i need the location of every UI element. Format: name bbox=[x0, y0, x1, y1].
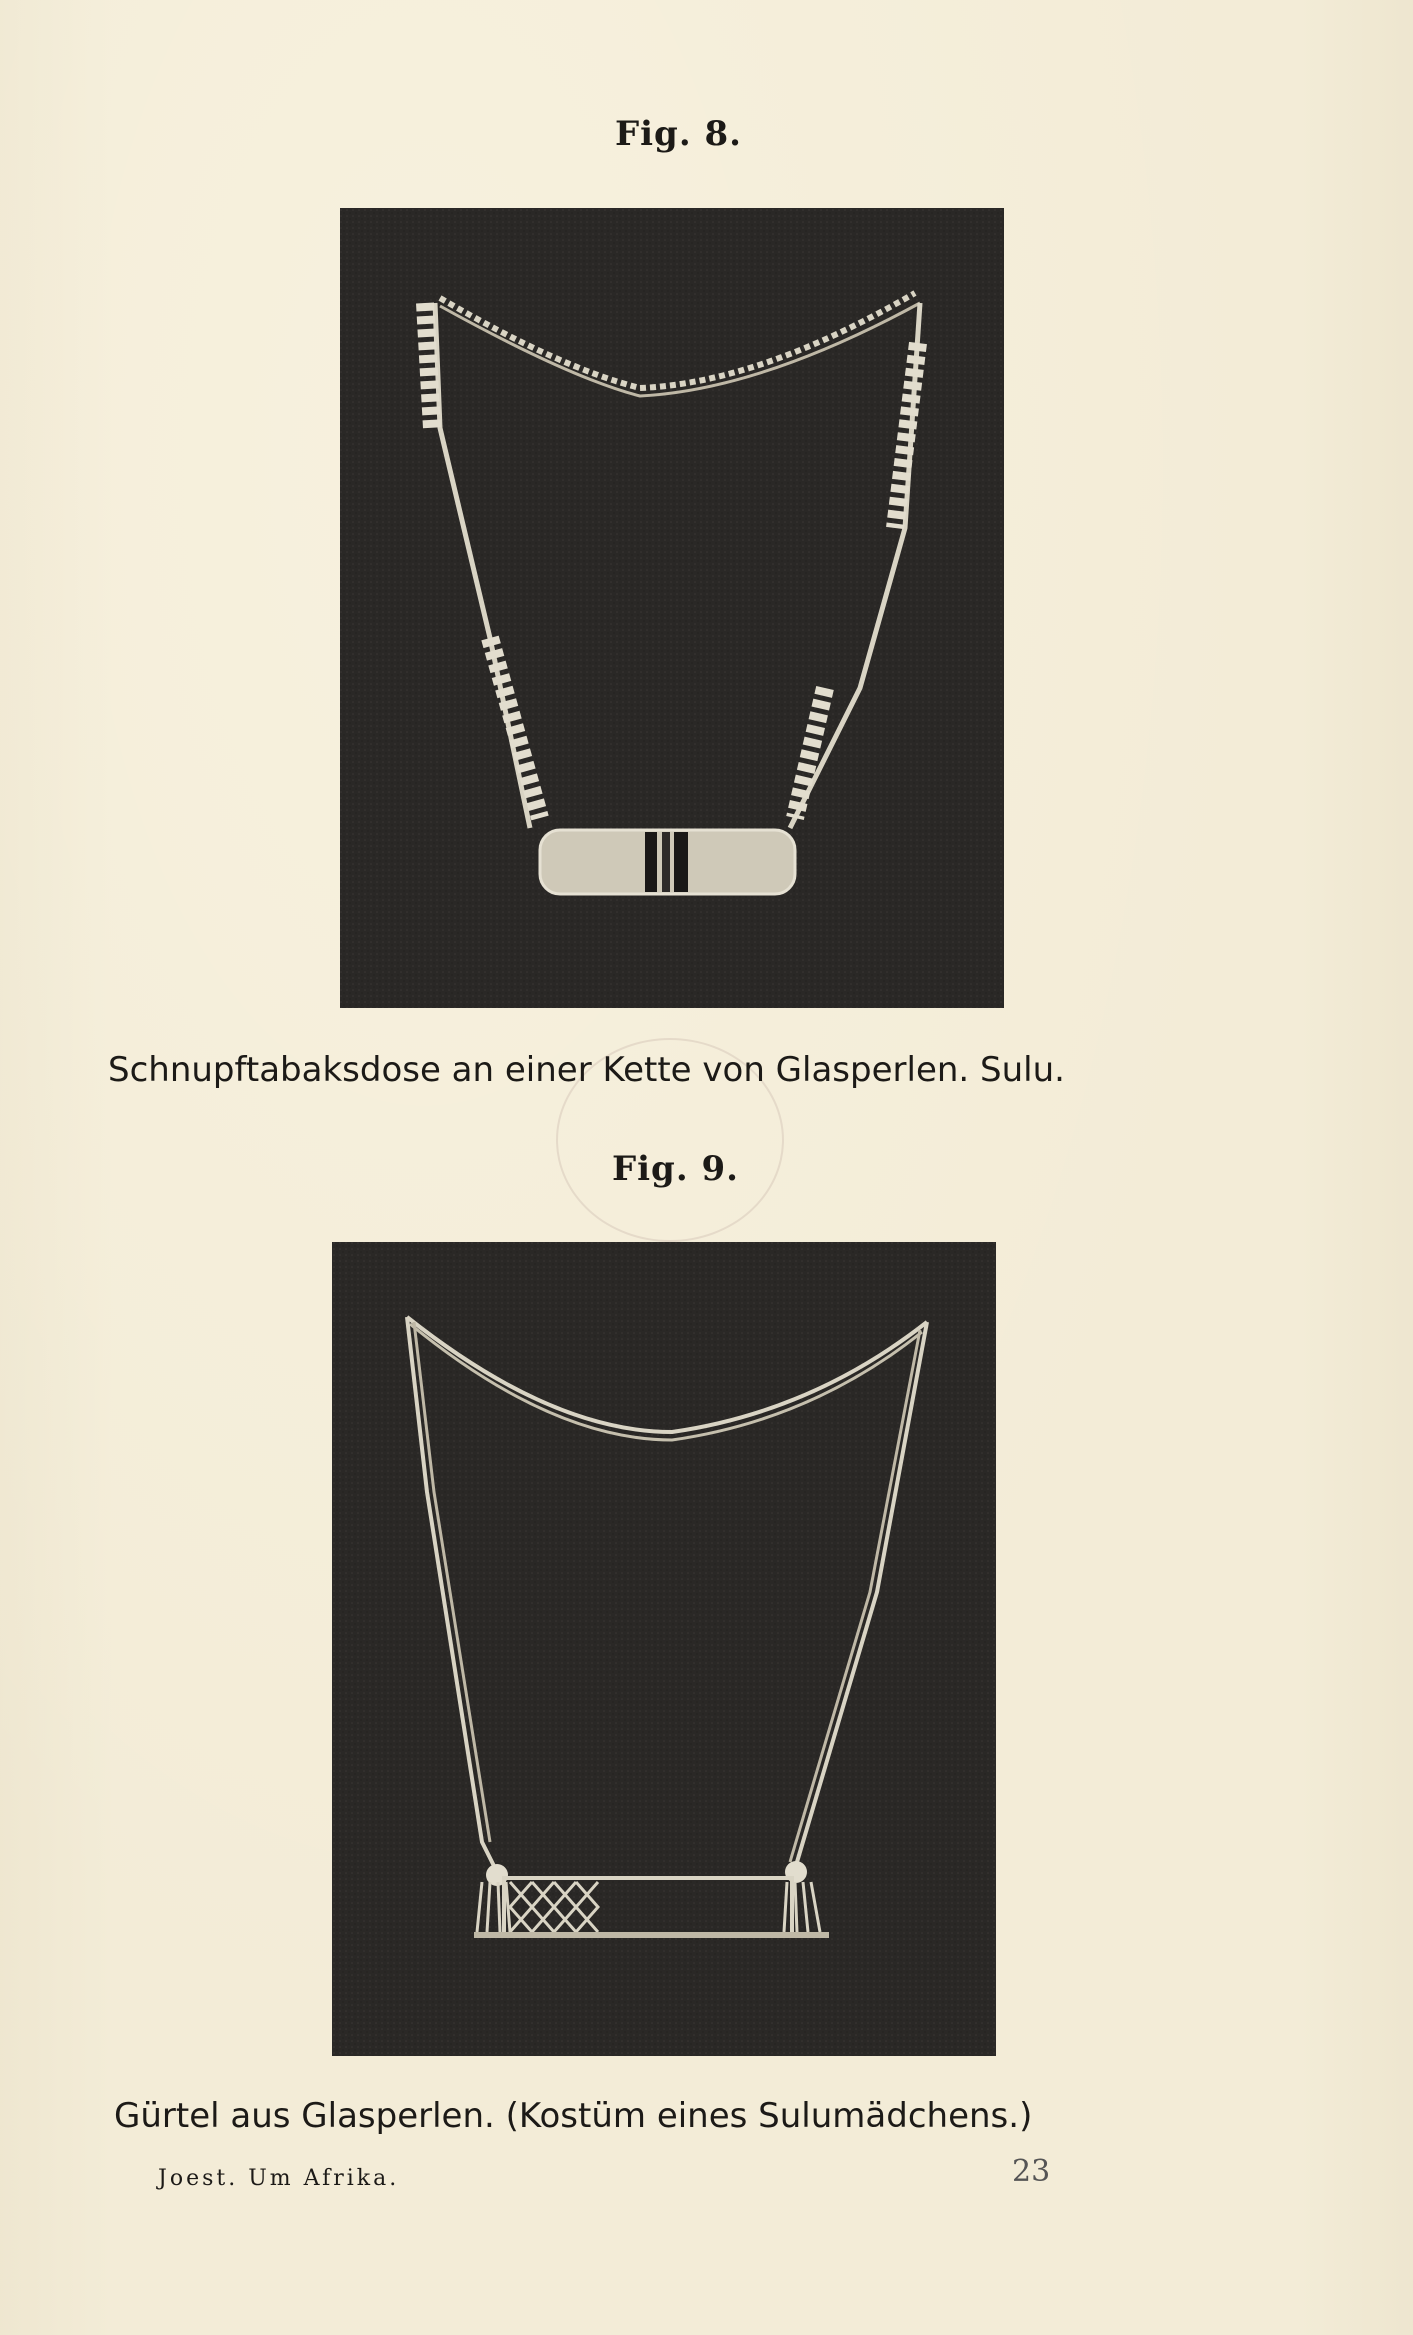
figure-8-label: Fig. 8. bbox=[615, 114, 742, 154]
page-number: 23 bbox=[1012, 2154, 1051, 2189]
bead-belt-illustration bbox=[332, 1242, 996, 2056]
figure-9-label: Fig. 9. bbox=[612, 1149, 739, 1189]
figure-8-photo bbox=[340, 208, 1004, 1008]
running-title: Joest. Um Afrika. bbox=[158, 2166, 400, 2191]
figure-9-caption: Gürtel aus Glasperlen. (Kostüm eines Sulumädchens.) bbox=[114, 2096, 1033, 2136]
figure-8-caption: Schnupftabaksdose an einer Kette von Glasperlen. Sulu. bbox=[108, 1050, 1065, 1090]
snuff-box-necklace-illustration bbox=[340, 208, 1004, 1008]
snuff-box bbox=[540, 830, 795, 894]
figure-9-photo bbox=[332, 1242, 996, 2056]
